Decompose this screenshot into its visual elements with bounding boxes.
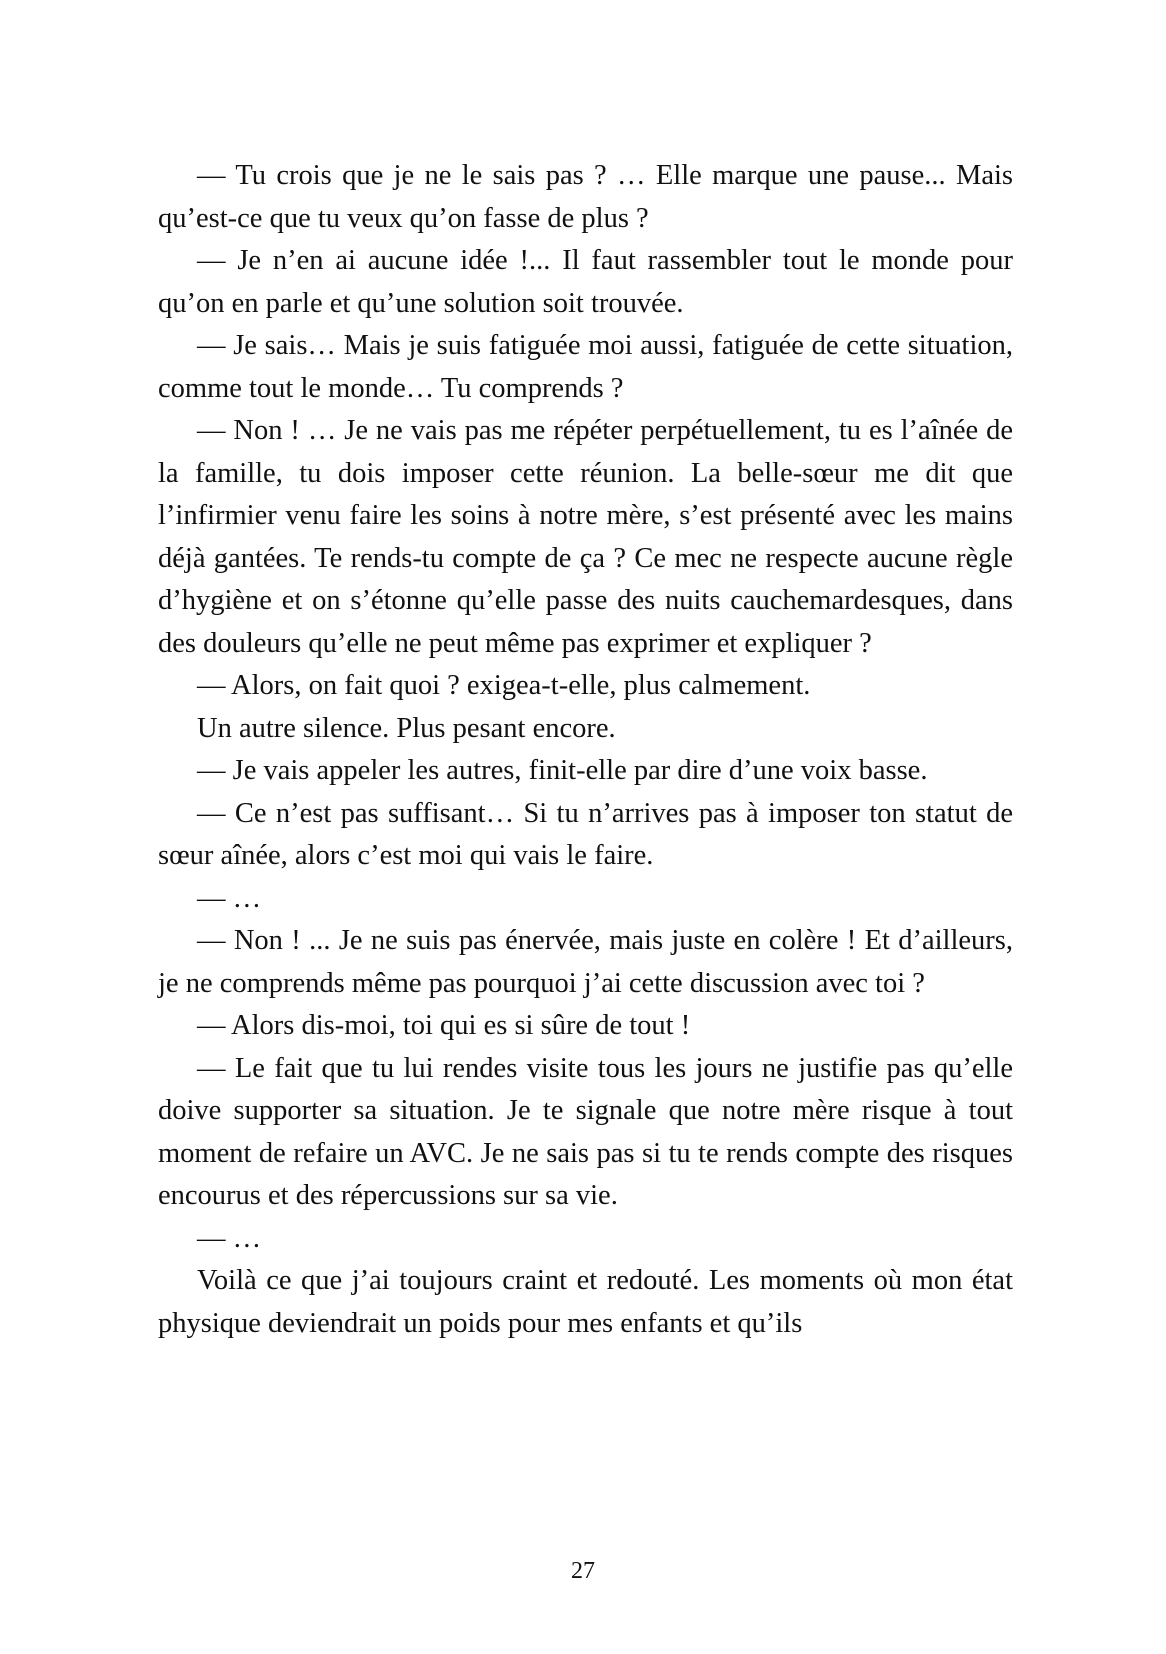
- page-number: 27: [571, 1558, 595, 1584]
- paragraph: Voilà ce que j’ai toujours craint et redouté. Les moments où mon état physique deviendrait un poids pour mes enfants et qu’ils: [158, 1265, 1013, 1339]
- paragraph: — Tu crois que je ne le sais pas ? … Elle marque une pause... Mais qu’est-ce que tu veux qu’on fasse de plus ?: [158, 160, 1013, 234]
- paragraph: — Alors, on fait quoi ? exigea-t-elle, plus calmement.: [197, 670, 811, 701]
- paragraph: — …: [197, 882, 262, 914]
- body-text: [158, 155, 1013, 1345]
- paragraph: — Alors dis-moi, toi qui es si sûre de tout !: [197, 1010, 691, 1041]
- paragraph: — Le fait que tu lui rendes visite tous les jours ne justifie pas qu’elle doive supporter sa situation. Je te signale que notre mère risque à tout moment de refaire un AVC. Je ne sais pas si tu te rends compte des risques encourus et des répercussions sur sa vie.: [158, 1052, 1013, 1211]
- paragraph: — Non ! ... Je ne suis pas énervée, mais juste en colère ! Et d’ailleurs, je ne comprends même pas pourquoi j’ai cette discussion avec toi ?: [158, 925, 1013, 999]
- paragraph: — Je vais appeler les autres, finit-elle par dire d’une voix basse.: [197, 755, 928, 786]
- paragraph: — Je sais… Mais je suis fatiguée moi aussi, fatiguée de cette situation, comme tout le monde… Tu comprends ?: [158, 330, 1013, 404]
- paragraph: — …: [197, 1222, 262, 1254]
- paragraph: — Ce n’est pas suffisant… Si tu n’arrives pas à imposer ton statut de sœur aînée, alors c’est moi qui vais le faire.: [158, 797, 1013, 871]
- paragraph: — Je n’en ai aucune idée !... Il faut rassembler tout le monde pour qu’on en parle et qu’une solution soit trouvée.: [158, 245, 1013, 319]
- paragraph: — Non ! … Je ne vais pas me répéter perpétuellement, tu es l’aînée de la famille, tu dois imposer cette réunion. La belle-sœur me dit que l’infirmier venu faire les soins à notre mère, s’est présenté avec les mains déjà gantées. Te rends-tu compte de ça ? Ce mec ne respecte aucune règle d’hygiène et on s’étonne qu’elle passe des nuits cauchemardesques, dans des douleurs qu’elle ne peut même pas exprimer et expliquer ?: [158, 415, 1013, 659]
- paragraph: Un autre silence. Plus pesant encore.: [197, 712, 616, 744]
